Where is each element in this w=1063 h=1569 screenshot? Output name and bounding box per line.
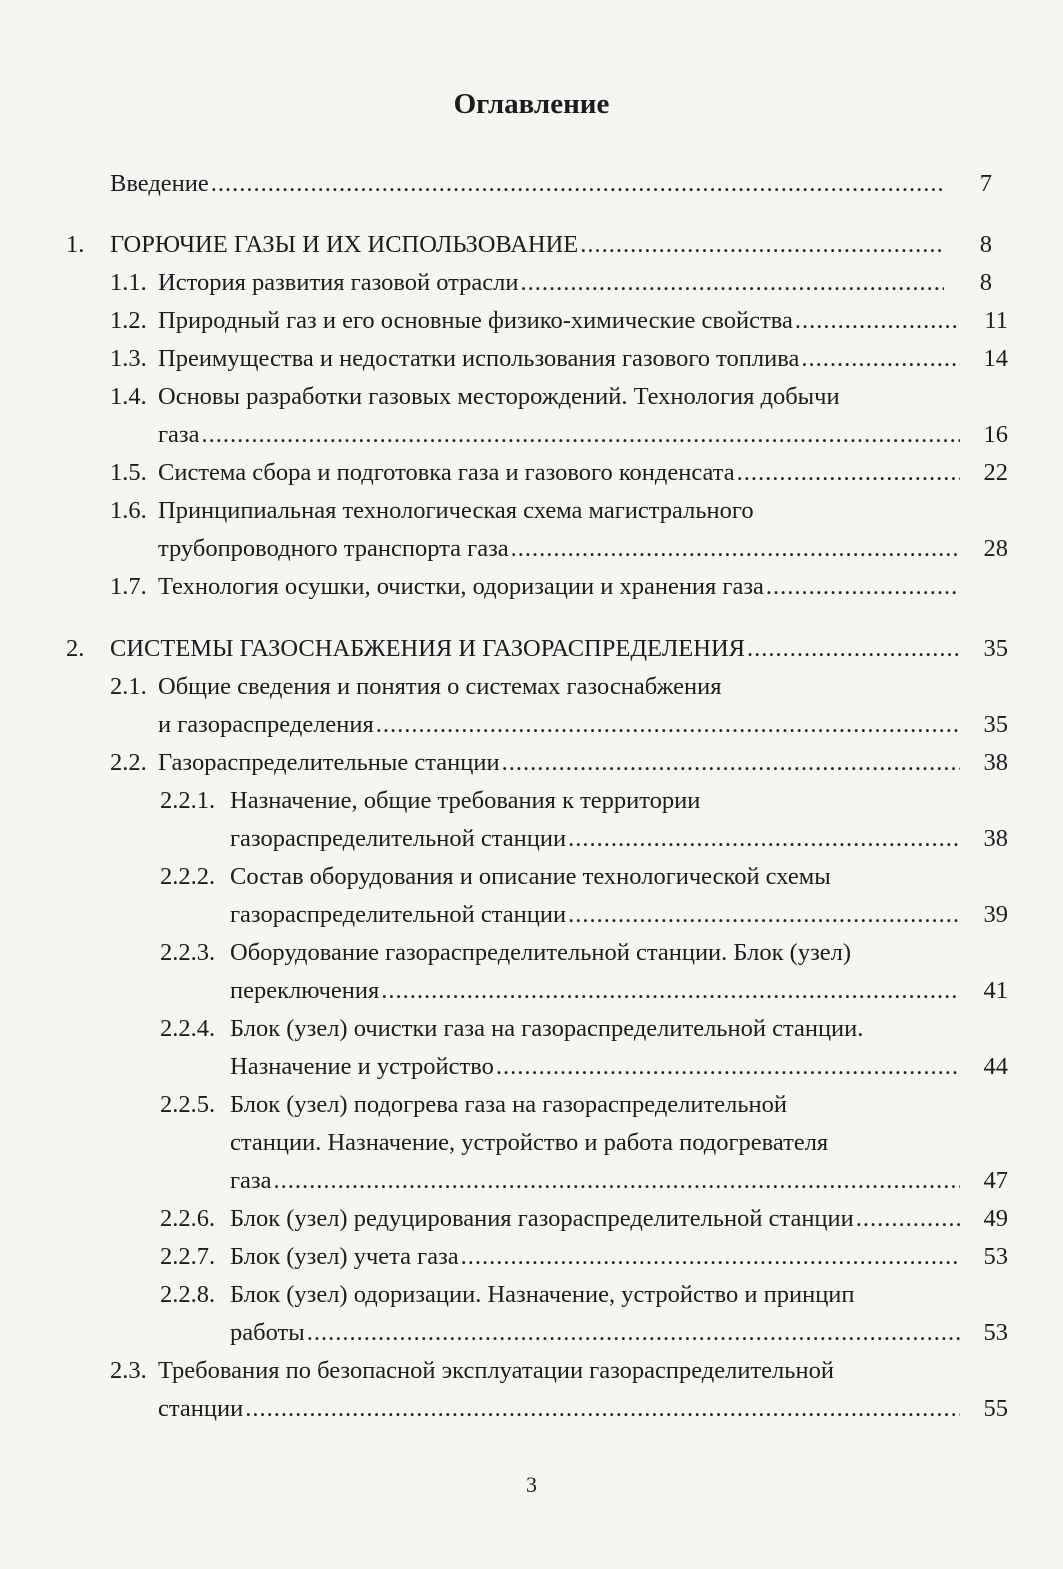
toc-entry-text: Введение	[110, 170, 209, 197]
toc-entry	[160, 1243, 1008, 1277]
toc-page-number: 41	[983, 977, 1008, 1004]
toc-leader	[521, 269, 944, 297]
toc-entry-continuation	[230, 1319, 1008, 1353]
toc-entry-text: Блок (узел) одоризации. Назначение, устройство и принцип	[230, 1281, 855, 1308]
toc-leader	[580, 231, 944, 259]
toc-entry-text: Требования по безопасной эксплуатации газораспределительной	[158, 1357, 834, 1384]
toc-leader	[461, 1243, 960, 1271]
toc-leader	[376, 711, 960, 739]
toc-entry	[110, 307, 1008, 341]
toc-entry-number: 1.2.	[110, 307, 147, 334]
toc-entry-number: 2.2.8.	[160, 1281, 216, 1308]
toc-page-number: 55	[983, 1395, 1008, 1422]
toc-entry-number: 1.7.	[110, 573, 147, 600]
toc-entry-text: газораспределительной станции	[230, 901, 567, 928]
toc-entry	[160, 1015, 1008, 1049]
toc-entry	[110, 497, 1008, 531]
toc-page-number: 38	[983, 825, 1008, 852]
toc-entry-text: Блок (узел) учета газа	[230, 1243, 459, 1270]
toc-entry	[110, 673, 1008, 707]
toc-entry-continuation	[230, 1129, 1008, 1163]
toc-entry	[66, 635, 1008, 669]
toc-entry-number: 2.	[66, 635, 85, 662]
toc-entry-number: 2.3.	[110, 1357, 147, 1384]
toc-leader	[747, 635, 960, 663]
toc-entry-number: 2.2.4.	[160, 1015, 216, 1042]
toc-entry	[110, 749, 1008, 783]
toc-page-number: 38	[983, 749, 1008, 776]
toc-entry	[110, 345, 1008, 379]
toc-entry-text: трубопроводного транспорта газа	[158, 535, 509, 562]
toc-entry-text: Блок (узел) редуцирования газораспределительной станции	[230, 1205, 854, 1232]
toc-entry	[160, 1281, 1008, 1315]
toc-entry-text: Блок (узел) очистки газа на газораспределительной станции.	[230, 1015, 864, 1042]
toc-entry-text: Природный газ и его основные физико-химические свойства	[158, 307, 793, 334]
toc-leader	[201, 421, 960, 449]
toc-entry-number: 1.4.	[110, 383, 147, 410]
toc-entry	[160, 939, 1008, 973]
toc-entry-number: 2.1.	[110, 673, 147, 700]
toc-page-number: 44	[983, 1053, 1008, 1080]
toc-leader	[568, 825, 960, 853]
toc-leader	[245, 1395, 960, 1423]
toc-entry	[160, 1205, 1008, 1239]
toc-page-number: 7	[979, 170, 992, 197]
toc-entry	[110, 269, 992, 303]
toc-leader	[307, 1319, 960, 1347]
toc-entry-text: Состав оборудования и описание технологической схемы	[230, 863, 831, 890]
toc-entry-text: Общие сведения и понятия о системах газоснабжения	[158, 673, 722, 700]
toc-entry-number: 2.2.2.	[160, 863, 216, 890]
toc-page-number: 11	[984, 307, 1008, 334]
toc-entry-number: 2.2.3.	[160, 939, 216, 966]
toc-entry	[110, 383, 1008, 417]
toc-entry-text: газораспределительной станции	[230, 825, 567, 852]
toc-entry-continuation	[230, 1053, 1008, 1087]
toc-page-number: 53	[983, 1319, 1008, 1346]
toc-page-number: 22	[983, 459, 1008, 486]
toc-leader	[211, 170, 944, 198]
toc-entry	[160, 863, 1008, 897]
toc-entry-continuation	[230, 1167, 1008, 1201]
toc-entry-text: переключения	[230, 977, 380, 1004]
toc-entry-text: Назначение и устройство	[230, 1053, 494, 1080]
toc-entry-continuation	[230, 901, 1008, 935]
toc-entry-number: 2.2.	[110, 749, 147, 776]
toc-entry-number: 2.2.6.	[160, 1205, 216, 1232]
toc-leader	[496, 1053, 960, 1081]
toc-leader	[381, 977, 960, 1005]
toc-entry	[110, 459, 1008, 493]
toc-leader	[801, 345, 960, 373]
toc-entry-number: 1.5.	[110, 459, 147, 486]
toc-entry-text: Технология осушки, очистки, одоризации и хранения газа	[158, 573, 764, 600]
toc-entry-number: 1.3.	[110, 345, 147, 372]
toc-page-number: 53	[983, 1243, 1008, 1270]
toc-entry-continuation	[230, 825, 1008, 859]
toc-entry-text: станции. Назначение, устройство и работа подогревателя	[230, 1129, 829, 1156]
toc-leader	[737, 459, 960, 487]
toc-entry-number: 1.	[66, 231, 85, 258]
toc-entry-number: 1.6.	[110, 497, 147, 524]
toc-leader	[795, 307, 960, 335]
toc-page-number: 39	[983, 901, 1008, 928]
toc-entry-continuation	[158, 535, 1008, 569]
toc-entry-text: Оборудование газораспределительной станции. Блок (узел)	[230, 939, 852, 966]
toc-entry-text: и газораспределения	[158, 711, 374, 738]
toc-entry-text: История развития газовой отрасли	[158, 269, 519, 296]
toc-entry	[160, 787, 1008, 821]
toc-entry-number: 2.2.5.	[160, 1091, 216, 1118]
toc-entry-text: СИСТЕМЫ ГАЗОСНАБЖЕНИЯ И ГАЗОРАСПРЕДЕЛЕНИЯ	[110, 635, 746, 662]
toc-leader	[568, 901, 960, 929]
toc-entry	[66, 231, 992, 265]
toc-entry-text: Преимущества и недостатки использования газового топлива	[158, 345, 800, 372]
toc-page-number: 35	[983, 635, 1008, 662]
toc-leader	[273, 1167, 960, 1195]
toc-entry-text: газа	[158, 421, 200, 448]
toc-entry-number: 1.1.	[110, 269, 147, 296]
toc-entry-text: Принципиальная технологическая схема магистрального	[158, 497, 754, 524]
toc-entry-text: Основы разработки газовых месторождений. Технология добычи	[158, 383, 840, 410]
toc-entry	[110, 170, 992, 204]
toc-leader	[856, 1205, 960, 1233]
toc-page-number: 8	[979, 269, 992, 296]
toc-entry-text: ГОРЮЧИЕ ГАЗЫ И ИХ ИСПОЛЬЗОВАНИЕ	[110, 231, 579, 258]
toc-entry-text: станции	[158, 1395, 244, 1422]
toc-page-number: 49	[983, 1205, 1008, 1232]
toc-entry-number: 2.2.7.	[160, 1243, 216, 1270]
toc-entry-text: газа	[230, 1167, 272, 1194]
toc-entry	[160, 1091, 1008, 1125]
page-number: 3	[526, 1472, 537, 1497]
toc-page-number: 47	[983, 1167, 1008, 1194]
toc-entry-continuation	[230, 977, 1008, 1011]
toc-leader	[502, 749, 960, 777]
toc-entry-continuation	[158, 421, 1008, 455]
toc-leader	[766, 573, 960, 601]
toc-entry-text: Назначение, общие требования к территории	[230, 787, 701, 814]
toc-entry-number: 2.2.1.	[160, 787, 216, 814]
toc-entry	[110, 573, 1008, 607]
toc-entry	[110, 1357, 1008, 1391]
toc-entry-text: Газораспределительные станции	[158, 749, 500, 776]
toc-entry-text: Система сбора и подготовка газа и газового конденсата	[158, 459, 735, 486]
toc-entry-continuation	[158, 1395, 1008, 1429]
toc-title: Оглавление	[453, 88, 610, 120]
toc-page-number: 16	[983, 421, 1008, 448]
toc-page-number: 28	[983, 535, 1008, 562]
toc-entry-text: Блок (узел) подогрева газа на газораспределительной	[230, 1091, 787, 1118]
toc-leader	[511, 535, 960, 563]
toc-page-number: 14	[983, 345, 1008, 372]
toc-entry-text: работы	[230, 1319, 305, 1346]
toc-entry-continuation	[158, 711, 1008, 745]
toc-page-number: 8	[979, 231, 992, 258]
toc-page-number: 35	[983, 711, 1008, 738]
